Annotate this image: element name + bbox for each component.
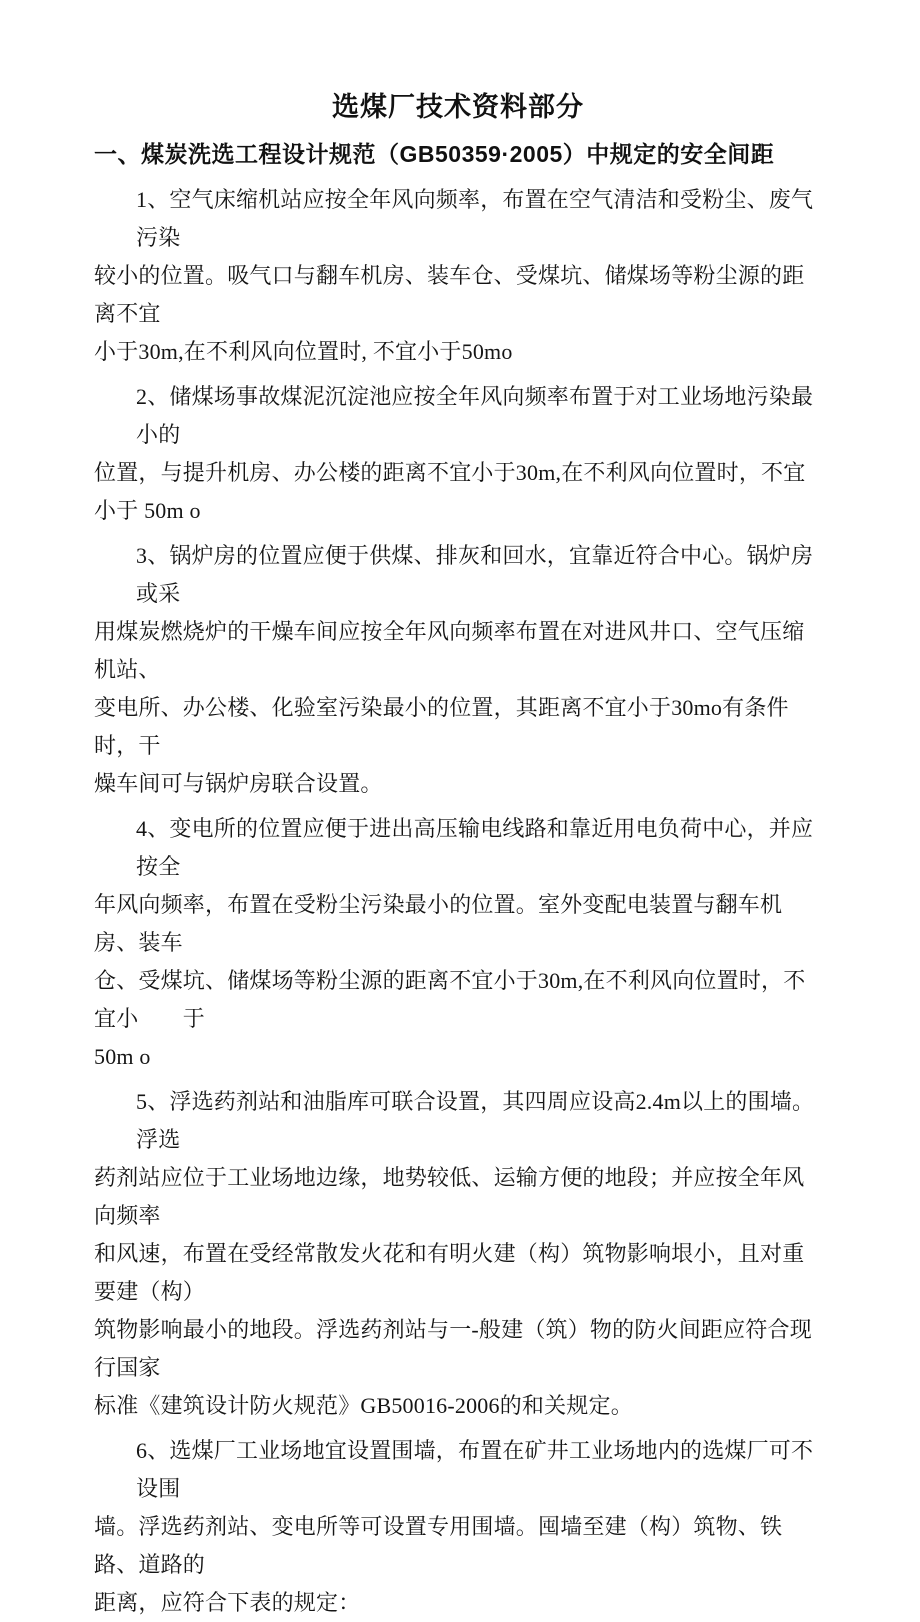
text-line: 5、浮选药剂站和油脂库可联合设置，其四周应设高2.4m以上的围墙。浮选 xyxy=(136,1089,815,1152)
text-line: 2、储煤场事故煤泥沉淀池应按全年风向频率布置于对工业场地污染最小的 xyxy=(136,384,814,447)
text-line: 燥车间可与锅炉房联合设置。 xyxy=(94,771,383,796)
text-line: 筑物影响最小的地段。浮选药剂站与一-般建（筑）物的防火间距应符合现行国家 xyxy=(94,1317,812,1380)
text-line: 1、空气床缩机站应按全年风向频率，布置在空气清洁和受粉尘、废气污染 xyxy=(136,187,814,250)
text-line: 年风向频率，布置在受粉尘污染最小的位置。室外变配电装置与翻车机房、装车 xyxy=(94,892,783,955)
paragraph-5 xyxy=(94,1083,822,1425)
text-line: 位置，与提升机房、办公楼的距离不宜小于30m,在不利风向位置时，不宜小于 50m o xyxy=(94,460,806,523)
paragraph-4 xyxy=(94,810,822,1076)
text-line: 药剂站应位于工业场地边缘，地势较低、运输方便的地段；并应按全年风向频率 xyxy=(94,1165,805,1228)
document-title: 选煤厂技术资料部分 xyxy=(332,92,584,122)
text-line: 变电所、办公楼、化验室污染最小的位置，其距离不宜小于30mo有条件时，干 xyxy=(94,695,789,758)
text-line: 墙。浮选药剂站、变电所等可设置专用围墙。囤墙至建（构）筑物、铁路、道路的 xyxy=(94,1514,783,1577)
text-line: 标准《建筑设计防火规范》GB50016-2006的和关规定。 xyxy=(94,1393,633,1418)
text-line: 6、选煤厂工业场地宜设置围墙，布置在矿井工业场地内的选煤厂可不设围 xyxy=(136,1438,814,1501)
document-body xyxy=(94,181,822,1622)
text-line: 50m o xyxy=(94,1044,151,1069)
text-line: 4、变电所的位置应便于进出高压输电线路和靠近用电负荷中心，并应按全 xyxy=(136,816,814,879)
text-line: 较小的位置。吸气口与翻车机房、装车仓、受煤坑、储煤场等粉尘源的距离不宜 xyxy=(94,263,805,326)
text-line: 用煤炭燃烧炉的干燥车间应按全年风向频率布置在对进风井口、空气压缩机站、 xyxy=(94,619,805,682)
paragraph-2 xyxy=(94,378,822,530)
section-heading: 一、煤炭洗选工程设计规范（GB50359·2005）中规定的安全间距 xyxy=(94,141,775,167)
paragraph-6 xyxy=(94,1432,822,1622)
text-line: 仓、受煤坑、储煤场等粉尘源的距离不宜小于30m,在不利风向位置时，不宜小 于 xyxy=(94,968,806,1031)
text-line: 3、锅炉房的位置应便于供煤、排灰和回水，宜靠近符合中心。锅炉房或采 xyxy=(136,543,814,606)
text-line: 和风速，布置在受经常散发火花和有明火建（构）筑物影响垠小，且对重要建（构） xyxy=(94,1241,805,1304)
text-line: 距离，应符合下表的规定： xyxy=(94,1590,361,1615)
paragraph-3 xyxy=(94,537,822,803)
text-line: 小于30m,在不利风向位置时, 不宜小于50mo xyxy=(94,339,513,364)
paragraph-1 xyxy=(94,181,822,371)
